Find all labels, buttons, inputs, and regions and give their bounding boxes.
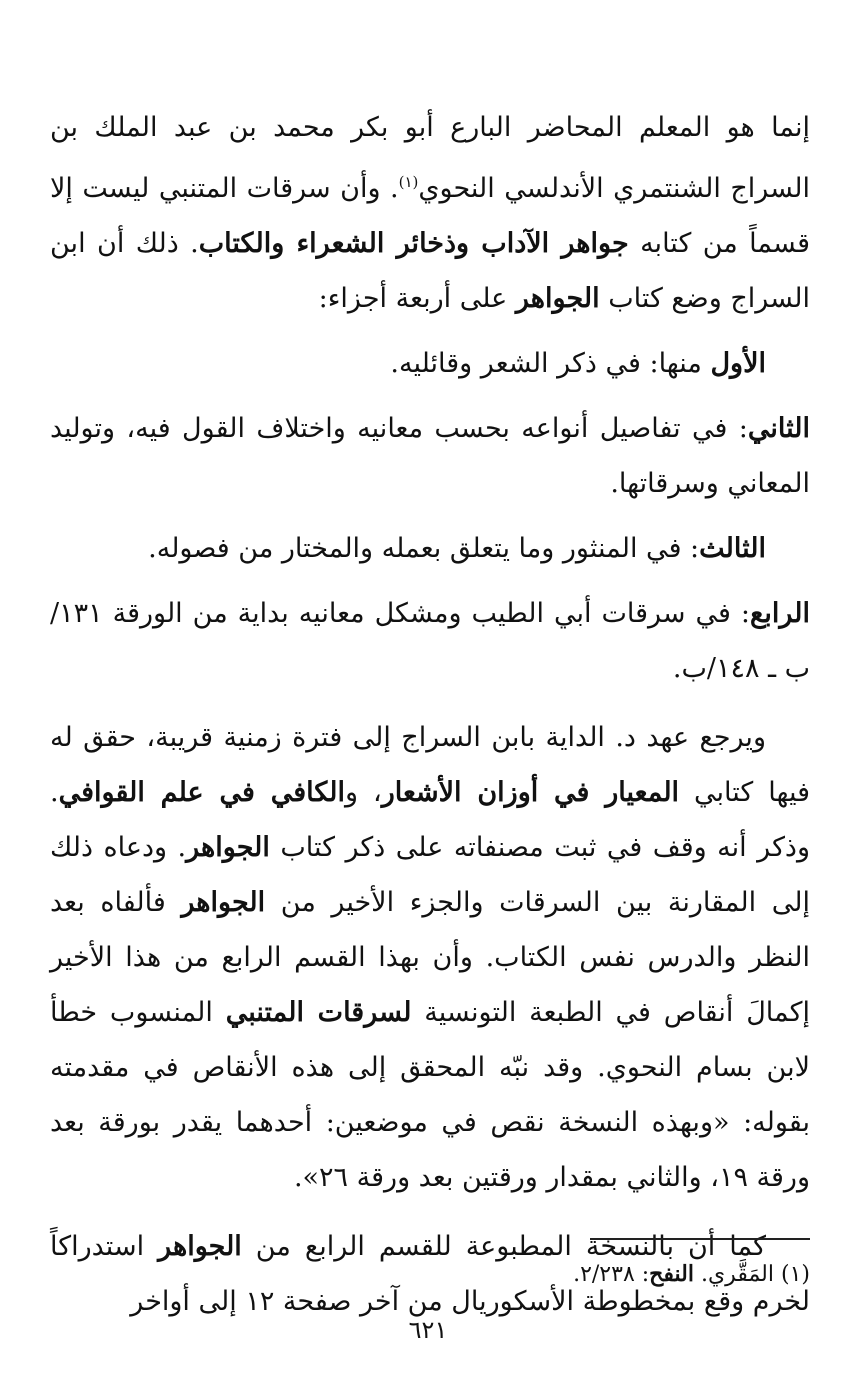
part-text: : في تفاصيل أنواعه بحسب معانيه واختلاف القول فيه، وتوليد المعاني وسرقاتها. bbox=[50, 413, 810, 499]
text-run: فألفاه بعد النظر والدرس نفس الكتاب. وأن بهذا القسم الرابع من هذا الأخير إكمالَ أنقاص في الطبعة التونسية bbox=[50, 887, 810, 1028]
part-text: : في سرقات أبي الطيب ومشكل معانيه بداية من الورقة ١٣١/ب ـ ١٤٨/ب. bbox=[50, 598, 810, 684]
footnote-author: المَقَّري. bbox=[693, 1262, 781, 1287]
footnote bbox=[50, 1254, 810, 1295]
text-run: . وأن سرقات المتنبي ليست إلا قسماً من كتابه bbox=[50, 173, 810, 259]
footnote-reference: : ٢/٢٣٨. bbox=[573, 1262, 650, 1287]
part-item bbox=[50, 586, 810, 696]
text-run: المنسوب خطأ لابن بسام النحوي. وقد نبّه المحقق إلى هذه الأنقاص في مقدمته بقوله: «وبهذه النسخة نقص في موضعين: أحدهما يقدر بورقة بعد ورقة ١٩، والثاني بمقدار ورقتين بعد ورقة ٢٦». bbox=[50, 997, 810, 1193]
text-run: استدراكاً لخرم وقع بمخطوطة الأسكوريال من آخر صفحة ١٢ إلى أواخر bbox=[50, 1231, 810, 1317]
book-title: لسرقات المتنبي bbox=[225, 997, 412, 1028]
text-run: . ذلك أن ابن السراج وضع كتاب bbox=[50, 228, 810, 314]
text-run: على أربعة أجزاء: bbox=[318, 283, 516, 314]
footnote-ref[interactable]: (١) bbox=[398, 173, 419, 191]
text-run: إنما هو المعلم المحاضر البارع أبو بكر محمد بن عبد الملك بن السراج الشنتمري الأندلسي النحوي bbox=[50, 112, 810, 204]
part-item bbox=[50, 401, 810, 511]
part-item bbox=[50, 336, 810, 391]
text-run: . ودعاه ذلك إلى المقارنة بين السرقات والجزء الأخير من bbox=[50, 832, 810, 918]
part-item bbox=[50, 521, 810, 576]
footnote-book: النفح bbox=[649, 1261, 694, 1287]
book-title: المعيار في أوزان الأشعار bbox=[381, 777, 680, 808]
part-heading: الأول bbox=[710, 348, 766, 379]
footnote-number: (١) bbox=[780, 1262, 810, 1287]
paragraph-discussion bbox=[50, 710, 810, 1205]
text-run: ، و bbox=[344, 777, 382, 808]
part-text: : في المنثور وما يتعلق بعمله والمختار من فصوله. bbox=[148, 533, 700, 564]
paragraph-intro bbox=[50, 100, 810, 326]
part-heading: الثالث bbox=[699, 533, 766, 564]
part-text: منها: في ذكر الشعر وقائليه. bbox=[390, 348, 711, 379]
text-run: ويرجع عهد د. الداية بابن السراج إلى فترة زمنية قريبة، حقق له فيها كتابي bbox=[50, 722, 810, 808]
book-title: الكافي في علم القوافي bbox=[58, 777, 345, 808]
text-run: . وذكر أنه وقف في ثبت مصنفاته على ذكر كتاب bbox=[50, 777, 810, 863]
part-heading: الرابع bbox=[749, 598, 810, 629]
footnote-divider bbox=[590, 1238, 810, 1240]
book-title: الجواهر bbox=[515, 283, 600, 314]
book-title: الجواهر bbox=[158, 1231, 242, 1262]
book-title: الجواهر bbox=[186, 832, 270, 863]
book-title: الجواهر bbox=[181, 887, 266, 918]
book-title: جواهر الآداب وذخائر الشعراء والكتاب bbox=[198, 228, 629, 259]
page-body bbox=[50, 100, 810, 1339]
part-heading: الثاني bbox=[747, 413, 810, 444]
text-run: كما أن بالنسخة المطبوعة للقسم الرابع من bbox=[241, 1231, 766, 1262]
page-number: ٦٢١ bbox=[408, 1316, 448, 1344]
